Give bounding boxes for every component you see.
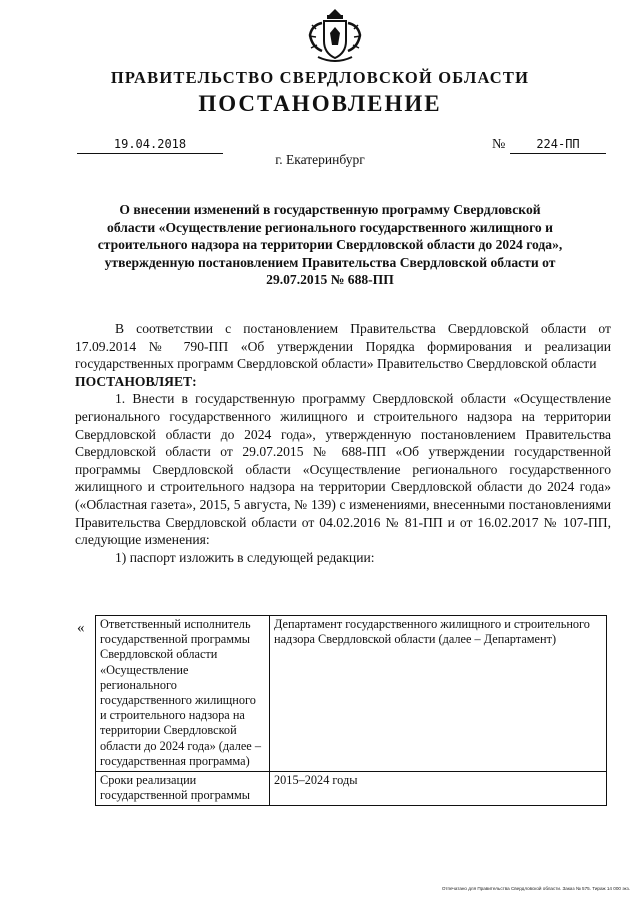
table-row [96, 772, 607, 806]
document-body [75, 320, 611, 566]
city: г. Екатеринбург [275, 152, 365, 167]
coat-of-arms-icon [300, 5, 370, 65]
table-cell-value: 2015–2024 годы [270, 772, 607, 806]
document-date: 19.04.2018 [77, 137, 223, 154]
preamble-paragraph: В соответствии с постановлением Правительства Свердловской области от 17.09.2014 № 790-ПП «Об утверждении Порядка формирования и реализации государственных программ Свердловской области» Правительство Свердловской области [75, 321, 611, 372]
table-cell-label: Ответственный исполнитель государственной программы Свердловской области «Осуществление регионального государственного жилищного и строительного надзора на территории Свердловской области до 2024 года» (далее – государственная программа) [96, 616, 270, 772]
government-title: ПРАВИТЕЛЬСТВО СВЕРДЛОВСКОЙ ОБЛАСТИ [110, 68, 530, 87]
table-cell-label: Сроки реализации государственной программы [96, 772, 270, 806]
document-heading: О внесении изменений в государственную программу Свердловской области «Осуществление регионального государственного жилищного и строительного надзора на территории Свердловской области до 2024 года», утвержденную постановлением Правительства Свердловской области от 29.07.2015 № 688-ПП [97, 202, 563, 287]
item-1-paragraph: 1. Внести в государственную программу Свердловской области «Осуществление регионального государственного жилищного и строительного надзора на территории Свердловской области до 2024 года», утвержденную постановлением Правительства Свердловской области от 29.07.2015 № 688-ПП «Об утверждении государственной программы Свердловской области «Осуществление регионального государственного жилищного и строительного надзора на территории Свердловской области до 2024 года» («Областная газета», 2015, 5 августа, № 139) с изменениями, внесенными постановлениями Правительства Свердловской области от 04.02.2016 № 81-ПП и от 16.02.2017 № 107-ПП, следующие изменения: [75, 391, 611, 548]
number-sign: № [492, 137, 506, 152]
passport-table [95, 615, 607, 806]
decree-word: ПОСТАНОВЛЯЕТ: [75, 373, 197, 389]
opening-quote: « [77, 620, 85, 636]
document-number: 224-ПП [510, 137, 606, 154]
table-row [96, 616, 607, 772]
document-type: ПОСТАНОВЛЕНИЕ [198, 91, 442, 116]
print-note: Отпечатано для Правительства Свердловской области. Заказ № 575. Тираж 14 000 экз. [441, 886, 630, 891]
table-cell-value: Департамент государственного жилищного и строительного надзора Свердловской области (далее – Департамент) [270, 616, 607, 772]
subitem-1-paragraph: 1) паспорт изложить в следующей редакции: [115, 549, 375, 565]
